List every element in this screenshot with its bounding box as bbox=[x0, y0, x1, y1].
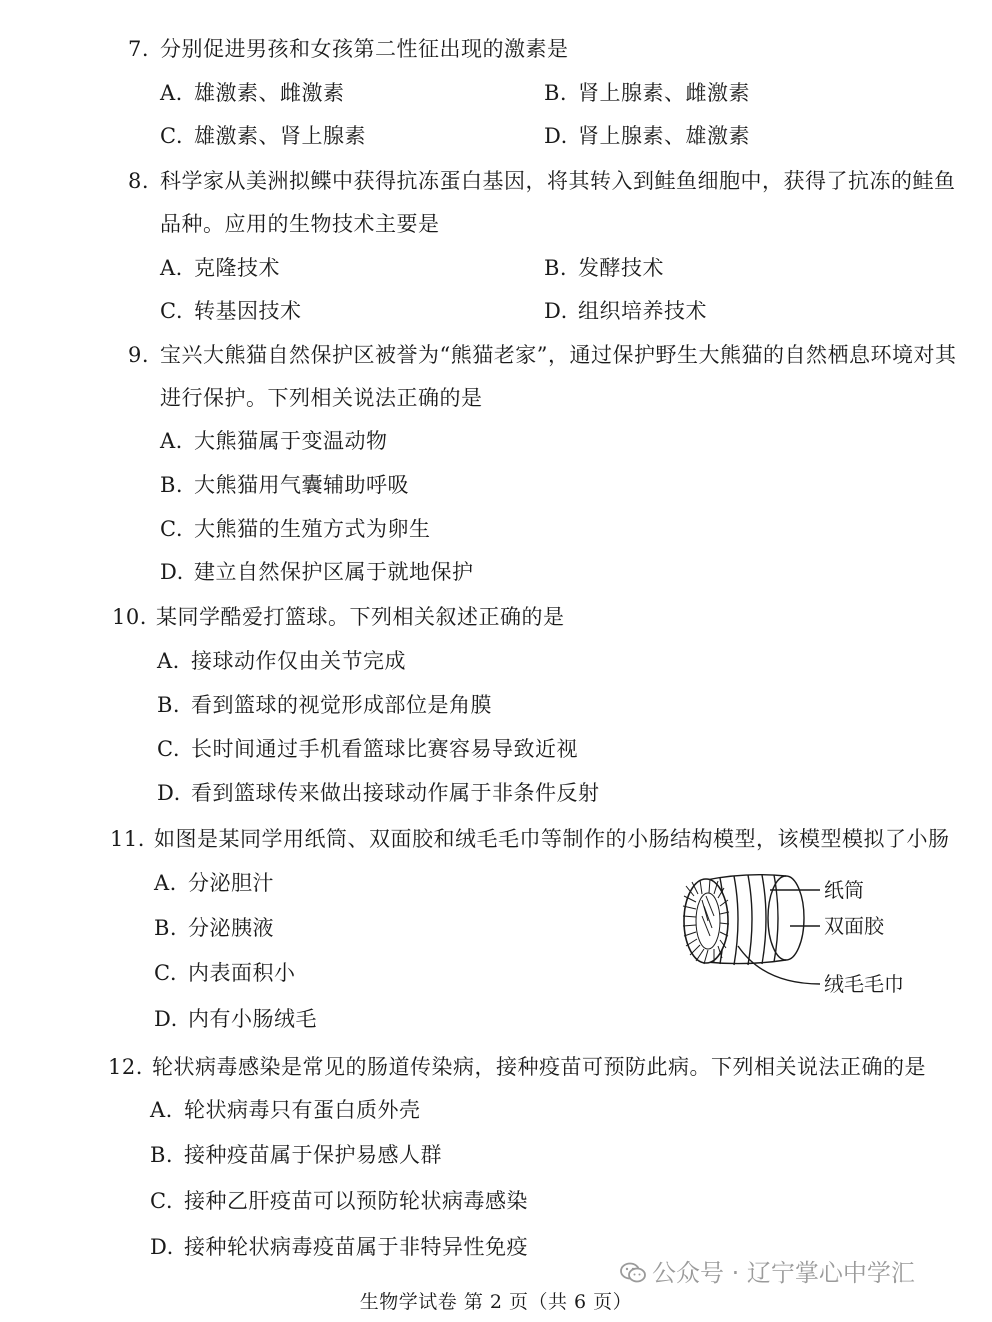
option-text: 接种轮状病毒疫苗属于非特异性免疫 bbox=[184, 1235, 528, 1259]
q10-option-a bbox=[157, 648, 406, 674]
watermark bbox=[620, 1258, 915, 1288]
option-letter: D. bbox=[157, 781, 181, 805]
option-text: 大熊猫的生殖方式为卵生 bbox=[194, 517, 431, 541]
question-8-stem bbox=[128, 168, 956, 194]
option-text: 内有小肠绒毛 bbox=[188, 1007, 317, 1031]
question-number: 8. bbox=[128, 169, 150, 193]
option-text: 分泌胰液 bbox=[188, 916, 274, 940]
option-letter: A. bbox=[160, 256, 183, 280]
option-text: 分泌胆汁 bbox=[188, 871, 274, 895]
option-letter: A. bbox=[150, 1098, 173, 1122]
question-number: 9. bbox=[128, 343, 150, 367]
option-letter: D. bbox=[160, 560, 184, 584]
option-letter: C. bbox=[154, 961, 177, 985]
option-text: 看到篮球传来做出接球动作属于非条件反射 bbox=[191, 781, 600, 805]
option-letter: C. bbox=[157, 737, 180, 761]
q8-option-b bbox=[544, 255, 664, 281]
option-letter: D. bbox=[150, 1235, 174, 1259]
q10-option-b bbox=[157, 692, 492, 718]
q7-option-a bbox=[160, 80, 345, 106]
question-number: 10. bbox=[112, 605, 147, 629]
q9-option-b bbox=[160, 472, 409, 498]
q11-option-d bbox=[154, 1006, 317, 1032]
option-letter: B. bbox=[157, 693, 181, 717]
option-text: 轮状病毒只有蛋白质外壳 bbox=[184, 1098, 421, 1122]
option-text: 肾上腺素、雄激素 bbox=[578, 124, 750, 148]
q8-option-a bbox=[160, 255, 280, 281]
question-number: 7. bbox=[128, 37, 150, 61]
option-letter: D. bbox=[154, 1007, 178, 1031]
q8-option-d bbox=[544, 298, 707, 324]
q12-option-c bbox=[150, 1188, 528, 1214]
option-text: 内表面积小 bbox=[188, 961, 296, 985]
q9-option-c bbox=[160, 516, 431, 542]
label-towel: 绒毛毛巾 bbox=[824, 972, 904, 996]
q12-option-a bbox=[150, 1097, 421, 1123]
option-letter: A. bbox=[157, 649, 180, 673]
label-double-tape: 双面胶 bbox=[824, 914, 884, 938]
option-letter: B. bbox=[154, 916, 178, 940]
option-letter: C. bbox=[150, 1189, 173, 1213]
question-10-stem bbox=[112, 604, 565, 630]
option-text: 克隆技术 bbox=[194, 256, 280, 280]
q7-option-b bbox=[544, 80, 750, 106]
option-letter: C. bbox=[160, 299, 183, 323]
question-7-stem bbox=[128, 36, 569, 62]
option-text: 大熊猫用气囊辅助呼吸 bbox=[194, 473, 409, 497]
question-text: 进行保护。下列相关说法正确的是 bbox=[160, 386, 483, 410]
option-text: 肾上腺素、雌激素 bbox=[578, 81, 750, 105]
question-text: 科学家从美洲拟鲽中获得抗冻蛋白基因，将其转入到鲑鱼细胞中，获得了抗冻的鲑鱼 bbox=[160, 169, 956, 193]
q10-option-d bbox=[157, 780, 600, 806]
question-8-stem-continued bbox=[160, 211, 440, 237]
q7-option-d bbox=[544, 123, 750, 149]
option-text: 看到篮球的视觉形成部位是角膜 bbox=[191, 693, 492, 717]
q12-option-b bbox=[150, 1142, 442, 1168]
option-text: 接种乙肝疫苗可以预防轮状病毒感染 bbox=[184, 1189, 528, 1213]
question-text: 宝兴大熊猫自然保护区被誉为“熊猫老家”，通过保护野生大熊猫的自然栖息环境对其 bbox=[160, 343, 957, 367]
q7-option-c bbox=[160, 123, 366, 149]
option-text: 雄激素、雌激素 bbox=[194, 81, 345, 105]
q11-option-b bbox=[154, 915, 274, 941]
question-number: 12. bbox=[108, 1055, 143, 1079]
option-text: 接球动作仅由关节完成 bbox=[191, 649, 406, 673]
wechat-icon bbox=[620, 1261, 646, 1283]
question-9-stem bbox=[128, 342, 956, 368]
option-letter: A. bbox=[160, 429, 183, 453]
q11-option-c bbox=[154, 960, 296, 986]
watermark-text: 公众号 · 辽宁掌心中学汇 bbox=[652, 1259, 915, 1287]
question-text: 如图是某同学用纸筒、双面胶和绒毛毛巾等制作的小肠结构模型，该模型模拟了小肠 bbox=[154, 827, 950, 851]
question-number: 11. bbox=[110, 827, 145, 851]
question-12-stem bbox=[108, 1054, 926, 1080]
question-11-stem bbox=[110, 826, 950, 852]
question-text: 分别促进男孩和女孩第二性征出现的激素是 bbox=[160, 37, 569, 61]
label-paper-tube: 纸筒 bbox=[824, 878, 864, 902]
question-text: 轮状病毒感染是常见的肠道传染病，接种疫苗可预防此病。下列相关说法正确的是 bbox=[152, 1055, 926, 1079]
option-letter: D. bbox=[544, 299, 568, 323]
question-text: 品种。应用的生物技术主要是 bbox=[160, 212, 440, 236]
small-intestine-model-figure bbox=[674, 866, 924, 1006]
page-footer: 生物学试卷 第 2 页（共 6 页） bbox=[359, 1291, 633, 1313]
option-text: 大熊猫属于变温动物 bbox=[194, 429, 388, 453]
option-letter: C. bbox=[160, 124, 183, 148]
option-letter: D. bbox=[544, 124, 568, 148]
q10-option-c bbox=[157, 736, 578, 762]
q8-option-c bbox=[160, 298, 302, 324]
option-letter: B. bbox=[544, 256, 568, 280]
question-text: 某同学酷爱打篮球。下列相关叙述正确的是 bbox=[156, 605, 565, 629]
option-text: 接种疫苗属于保护易感人群 bbox=[184, 1143, 442, 1167]
option-letter: B. bbox=[544, 81, 568, 105]
option-letter: A. bbox=[154, 871, 177, 895]
q11-option-a bbox=[154, 870, 274, 896]
option-letter: A. bbox=[160, 81, 183, 105]
option-letter: B. bbox=[160, 473, 184, 497]
option-text: 发酵技术 bbox=[578, 256, 664, 280]
q9-option-a bbox=[160, 428, 388, 454]
option-text: 雄激素、肾上腺素 bbox=[194, 124, 366, 148]
option-text: 长时间通过手机看篮球比赛容易导致近视 bbox=[191, 737, 578, 761]
option-text: 建立自然保护区属于就地保护 bbox=[194, 560, 474, 584]
question-9-stem-continued bbox=[160, 385, 483, 411]
option-text: 组织培养技术 bbox=[578, 299, 707, 323]
q9-option-d bbox=[160, 559, 474, 585]
q12-option-d bbox=[150, 1234, 528, 1260]
option-letter: C. bbox=[160, 517, 183, 541]
option-letter: B. bbox=[150, 1143, 174, 1167]
option-text: 转基因技术 bbox=[194, 299, 302, 323]
